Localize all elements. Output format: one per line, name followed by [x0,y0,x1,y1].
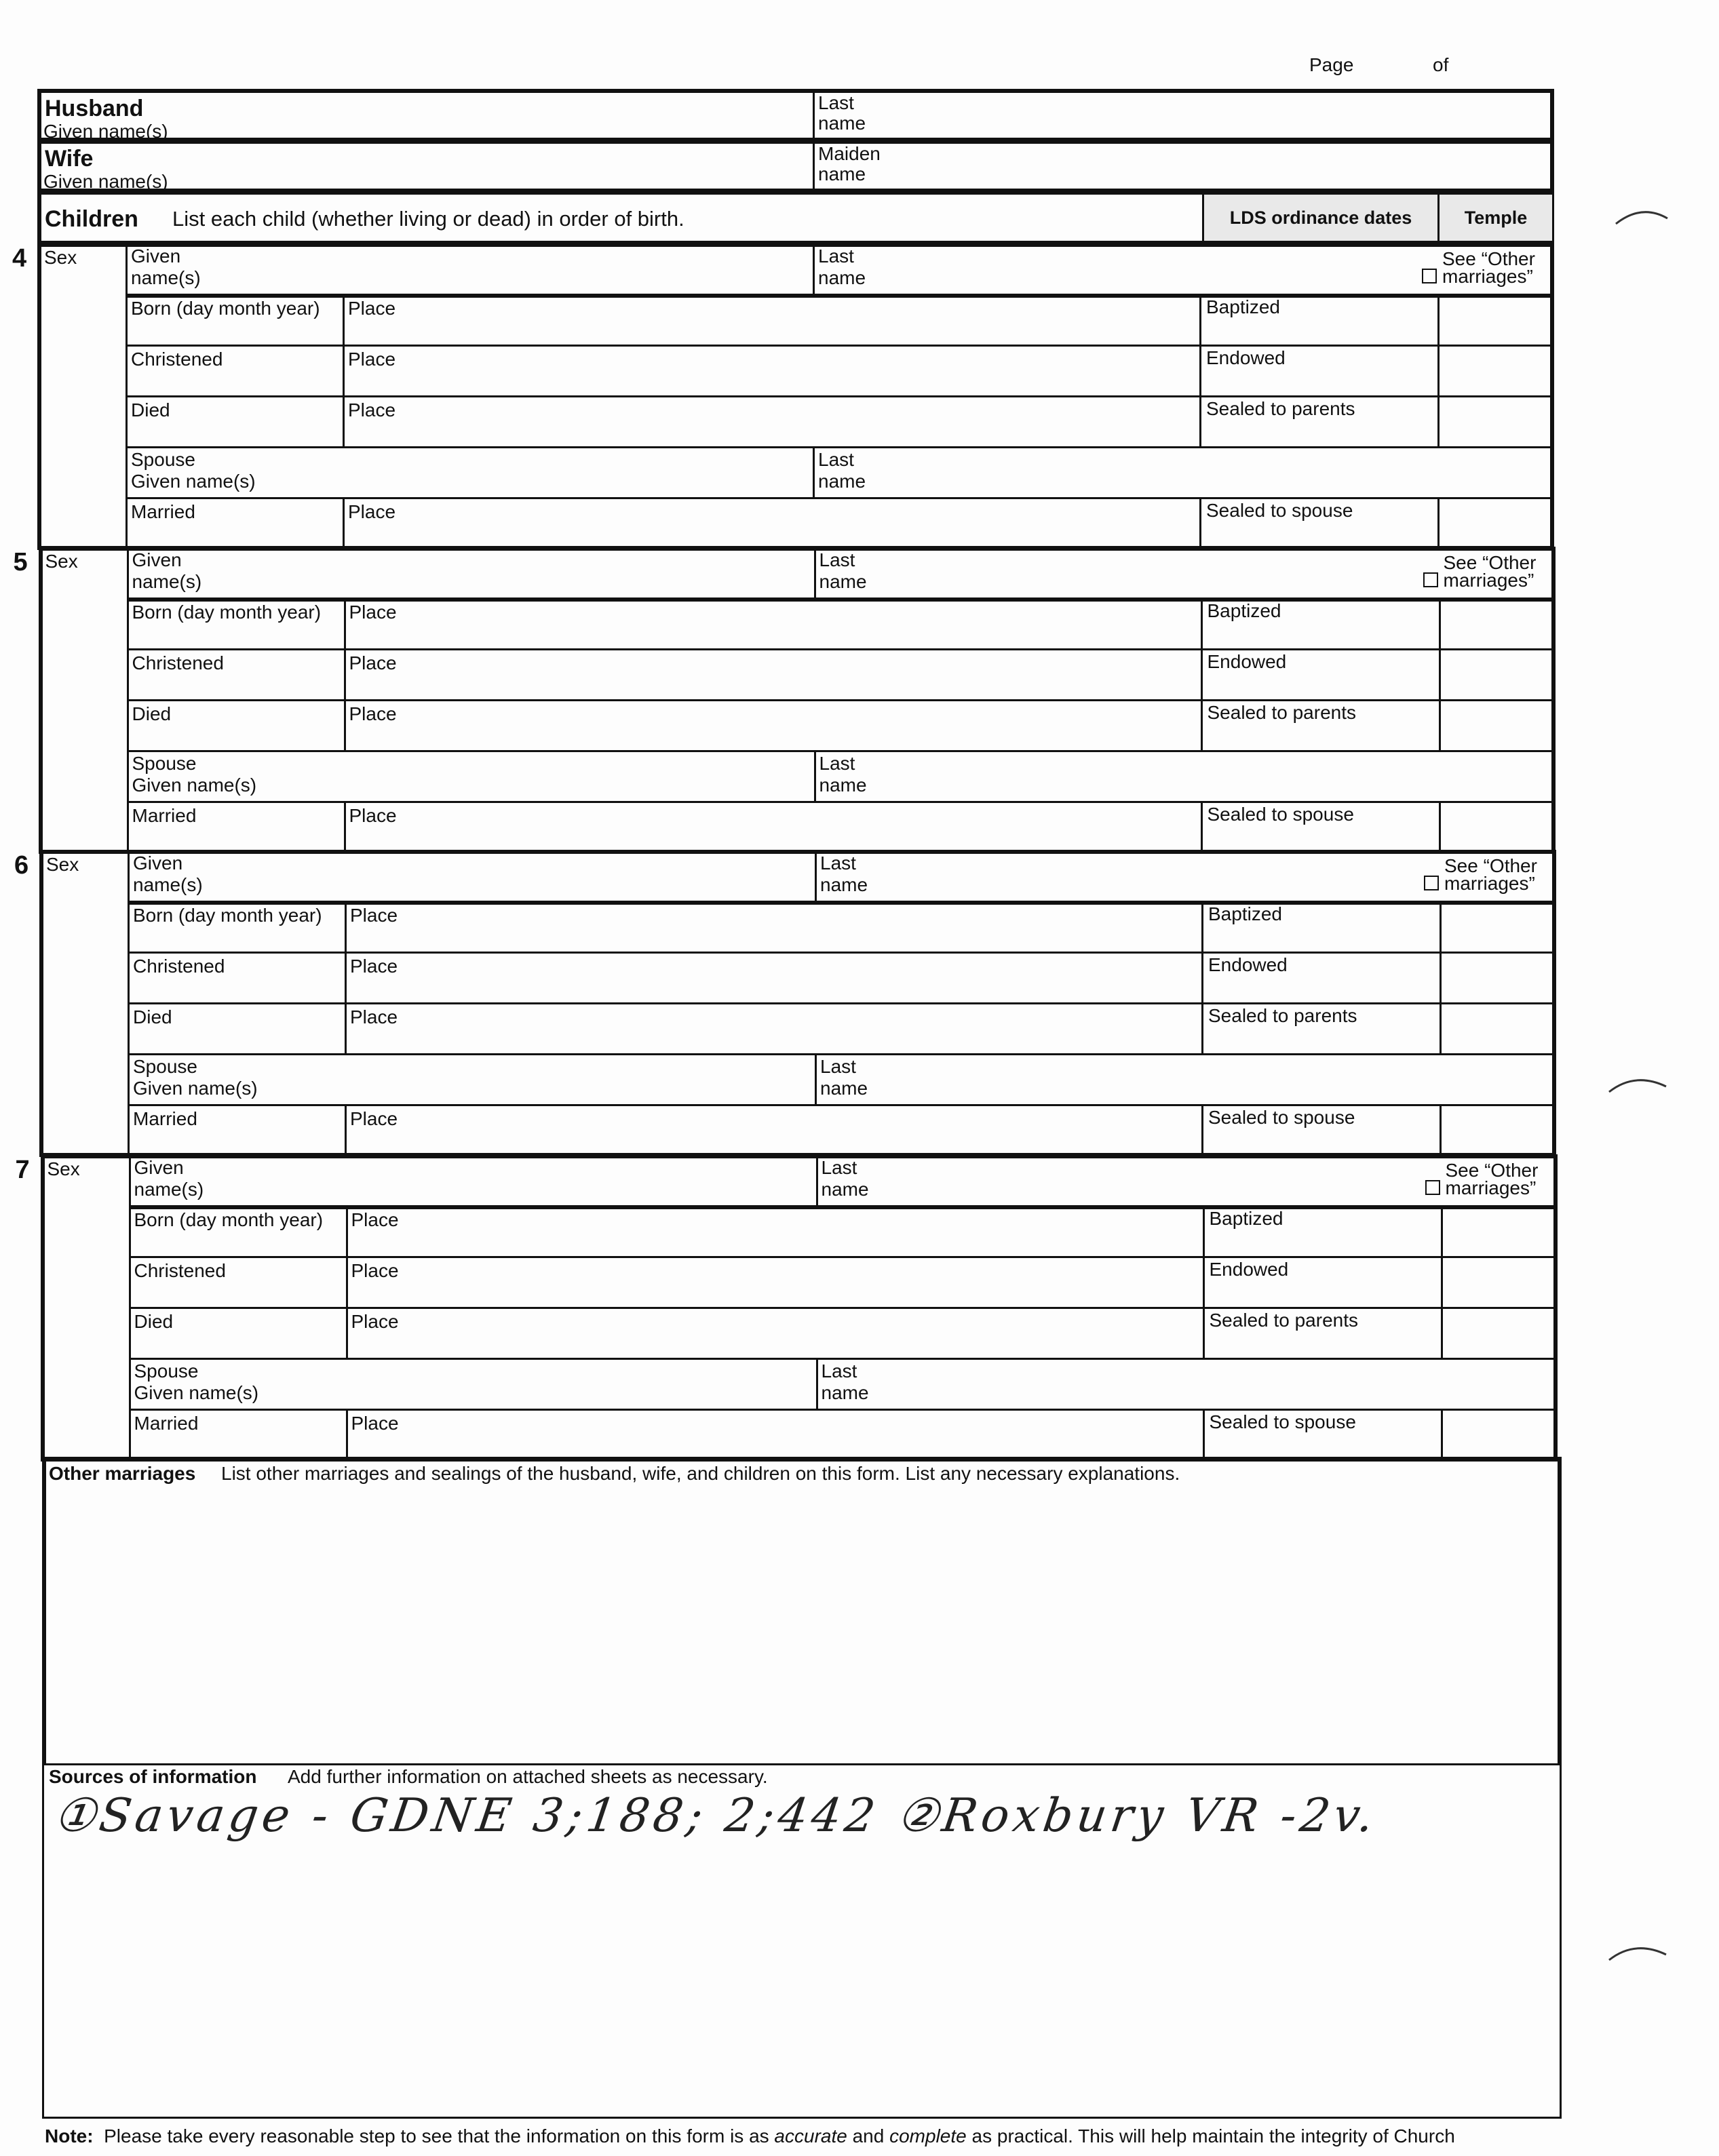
other-marriages-checkbox[interactable] [1425,1180,1440,1195]
see-other-label: See “Other [1442,248,1535,269]
row-line [125,294,1554,298]
husband-title: Husband [45,96,144,121]
other-marriages-section [42,1457,1562,1765]
temple-divider [1441,1205,1443,1256]
lds-ordinance-header: LDS ordinance dates [1202,195,1437,241]
married-label: Married [134,1413,199,1434]
sealed-spouse-label: Sealed to spouse [1206,500,1353,521]
given-label: Given [132,549,182,570]
place-divider [343,395,345,446]
sealed-spouse-label: Sealed to spouse [1209,1411,1356,1432]
spouse-given-label: Given name(s) [134,1382,259,1403]
row-line [125,395,1554,397]
see-other-label: See “Other [1444,855,1537,876]
married-label: Married [133,1108,197,1129]
sealed-parents-label: Sealed to parents [1208,1005,1357,1026]
ordinance-divider [1201,1002,1203,1053]
christened-place-label: Place [351,1260,399,1281]
row-line [129,1205,1558,1209]
note-text-2: as practical. This will help maintain the integrity of Church [966,2125,1455,2147]
temple-header: Temple [1437,195,1552,241]
sex-label: Sex [46,854,79,875]
last-name-label: name [819,571,867,592]
row-line [129,1307,1558,1309]
place-divider [346,1307,348,1358]
married-label: Married [132,805,197,826]
last-name-label: name [821,1179,869,1200]
page-label: Page [1309,54,1354,75]
child-number: 7 [15,1156,30,1184]
children-title: Children [45,206,138,232]
married-place-label: Place [350,1108,398,1129]
row-line [129,1409,1558,1411]
temple-divider [1439,801,1441,852]
spouse-divider [814,750,816,801]
place-divider [343,497,345,548]
ordinance-divider [1199,395,1201,446]
spouse-last-name-label: name [820,1078,868,1099]
sealed-parents-label: Sealed to parents [1207,702,1356,723]
name-divider [816,1154,818,1205]
spouse-divider [816,1358,818,1409]
row-line [125,497,1554,499]
ordinance-divider [1199,345,1201,395]
place-divider [346,1256,348,1307]
sealed-parents-label: Sealed to parents [1206,398,1355,419]
christened-label: Christened [133,956,225,977]
place-divider [345,1104,347,1155]
ordinance-divider [1203,1205,1205,1256]
temple-divider [1440,901,1442,952]
sealed-parents-label: Sealed to parents [1209,1310,1358,1331]
given-name-label: name(s) [132,571,202,592]
temple-divider [1437,294,1440,345]
spouse-last-label: Last [818,449,854,470]
children-instruction: List each child (whether living or dead) in order of birth. [172,207,684,231]
temple-divider [1441,1256,1443,1307]
born-place-label: Place [351,1209,399,1230]
place-divider [343,345,345,395]
spouse-last-name-label: name [819,775,867,796]
row-line [127,750,1556,752]
endowed-label: Endowed [1207,651,1287,672]
given-name-label: name(s) [133,874,203,895]
temple-divider [1437,395,1440,446]
see-other-marriages-label: marriages” [1442,266,1533,287]
place-divider [344,801,346,852]
other-marriages-checkbox[interactable] [1424,876,1439,890]
note-and: and [847,2125,890,2147]
note-label: Note: [45,2125,94,2147]
died-label: Died [132,703,172,724]
husband-given-label: Given name(s) [43,121,168,142]
last-label: Last [820,852,856,874]
died-place-label: Place [350,1006,398,1027]
spouse-last-name-label: name [821,1382,869,1403]
temple-divider [1439,648,1441,699]
baptized-label: Baptized [1206,296,1280,317]
name-divider [814,547,816,597]
sex-label: Sex [47,1158,80,1179]
endowed-label: Endowed [1209,1259,1289,1280]
spouse-label: Spouse [131,449,195,470]
wife-given-label: Given name(s) [43,171,168,192]
husband-name-label: name [818,113,866,134]
note-text-1: Please take every reasonable step to see that the information on this form is as [104,2125,775,2147]
place-divider [346,1205,348,1256]
place-divider [344,699,346,750]
baptized-label: Baptized [1207,600,1281,621]
born-label: Born (day month year) [131,298,320,319]
ordinance-divider [1199,497,1201,548]
note-accurate: accurate [774,2125,847,2147]
row-line [127,597,1556,602]
temple-divider [1440,1104,1442,1155]
spouse-last-name-label: name [818,471,866,492]
died-place-label: Place [349,703,397,724]
husband-last-label: Last [818,92,854,113]
row-line [125,345,1554,347]
wife-maiden-label: Maiden [818,143,881,164]
spouse-given-label: Given name(s) [131,471,256,492]
page-of-label: of [1433,54,1449,75]
died-label: Died [134,1311,174,1332]
wife-divider [813,142,815,191]
spouse-given-label: Given name(s) [133,1078,258,1099]
row-line [128,1104,1556,1106]
ordinance-divider [1203,1409,1205,1459]
last-name-label: name [820,874,868,895]
spouse-last-label: Last [821,1360,857,1381]
born-place-label: Place [349,602,397,623]
spouse-label: Spouse [133,1056,197,1077]
spouse-given-label: Given name(s) [132,775,257,796]
died-label: Died [131,399,170,420]
temple-divider [1440,1002,1442,1053]
sources-handwritten-entry: ①Savage - GDNE 3;188; 2;442 ②Roxbury VR -2v. [50,1789,1381,1843]
place-divider [344,648,346,699]
sex-label: Sex [44,247,77,268]
temple-divider [1437,345,1440,395]
note-complete: complete [889,2125,967,2147]
sources-instruction: Add further information on attached sheets as necessary. [288,1766,768,1787]
temple-divider [1441,1307,1443,1358]
margin-mark-icon [1608,1940,1669,1967]
sealed-spouse-label: Sealed to spouse [1207,804,1354,825]
temple-divider [1441,1409,1443,1459]
given-name-label: name(s) [134,1179,204,1200]
name-divider [815,850,817,901]
christened-place-label: Place [350,956,398,977]
ordinance-divider [1201,801,1203,852]
row-line [128,901,1556,905]
wife-name-label: name [818,163,866,184]
ordinance-divider [1203,1256,1205,1307]
ordinance-divider [1201,901,1203,952]
margin-mark-icon [1608,1072,1669,1099]
ordinance-divider [1201,1104,1203,1155]
see-other-label: See “Other [1445,1160,1539,1181]
row-line [128,1002,1556,1004]
ordinance-divider [1201,952,1203,1002]
given-label: Given [131,246,181,267]
see-other-marriages-label: marriages” [1444,873,1535,894]
other-marriages-title: Other marriages [49,1463,196,1484]
margin-mark-icon [1615,203,1669,231]
born-label: Born (day month year) [134,1209,324,1230]
christened-label: Christened [132,652,224,673]
row-line [127,648,1556,650]
given-label: Given [134,1157,184,1178]
row-line [127,801,1556,803]
given-label: Given [133,852,183,874]
given-name-label: name(s) [131,267,201,288]
row-line [125,446,1554,448]
child-number: 4 [12,244,27,273]
child-number: 6 [14,851,29,880]
died-place-label: Place [348,399,396,420]
other-marriages-instruction: List other marriages and sealings of the husband, wife, and children on this form. List any necessary explanations. [221,1463,1180,1484]
wife-title: Wife [45,146,94,172]
born-label: Born (day month year) [132,602,322,623]
spouse-label: Spouse [134,1360,199,1381]
christened-place-label: Place [348,349,396,370]
ordinance-divider [1201,648,1203,699]
sex-label: Sex [45,551,78,572]
ordinance-divider [1203,1307,1205,1358]
married-place-label: Place [349,805,397,826]
row-line [129,1256,1558,1258]
row-line [128,952,1556,954]
see-other-marriages-label: marriages” [1445,1177,1537,1198]
spouse-divider [813,446,815,497]
spouse-label: Spouse [132,753,197,774]
married-place-label: Place [351,1413,399,1434]
name-divider [813,243,815,294]
married-label: Married [131,501,195,522]
born-place-label: Place [348,298,396,319]
see-other-marriages-label: marriages” [1443,570,1534,591]
temple-divider [1437,497,1440,548]
christened-place-label: Place [349,652,397,673]
christened-label: Christened [131,349,223,370]
last-label: Last [819,549,855,570]
ordinance-divider [1201,699,1203,750]
baptized-label: Baptized [1209,1208,1283,1229]
endowed-label: Endowed [1208,954,1288,975]
temple-divider [1440,952,1442,1002]
note-text [45,2125,1455,2147]
row-line [127,699,1556,701]
child-number: 5 [13,548,28,576]
row-line [128,1053,1556,1055]
born-place-label: Place [350,905,398,926]
sealed-spouse-label: Sealed to spouse [1208,1107,1355,1128]
place-divider [345,1002,347,1053]
christened-label: Christened [134,1260,226,1281]
last-name-label: name [818,267,866,288]
ordinance-divider [1201,597,1203,648]
row-line [129,1358,1558,1360]
wife-row [37,140,1554,193]
place-divider [344,597,346,648]
temple-divider [1439,699,1441,750]
place-divider [345,901,347,952]
husband-divider [813,91,815,140]
last-label: Last [821,1157,857,1178]
place-divider [345,952,347,1002]
place-divider [343,294,345,345]
temple-divider [1439,597,1441,648]
see-other-label: See “Other [1443,552,1537,573]
died-label: Died [133,1006,172,1027]
husband-row [37,89,1554,142]
sources-title: Sources of information [49,1766,257,1787]
endowed-label: Endowed [1206,347,1286,368]
other-marriages-checkbox[interactable] [1423,572,1438,587]
last-label: Last [818,246,854,267]
ordinance-divider [1199,294,1201,345]
born-label: Born (day month year) [133,905,322,926]
married-place-label: Place [348,501,396,522]
died-place-label: Place [351,1311,399,1332]
place-divider [346,1409,348,1459]
baptized-label: Baptized [1208,903,1282,924]
spouse-last-label: Last [820,1056,856,1077]
spouse-last-label: Last [819,753,855,774]
spouse-divider [815,1053,817,1104]
other-marriages-checkbox[interactable] [1422,269,1437,283]
